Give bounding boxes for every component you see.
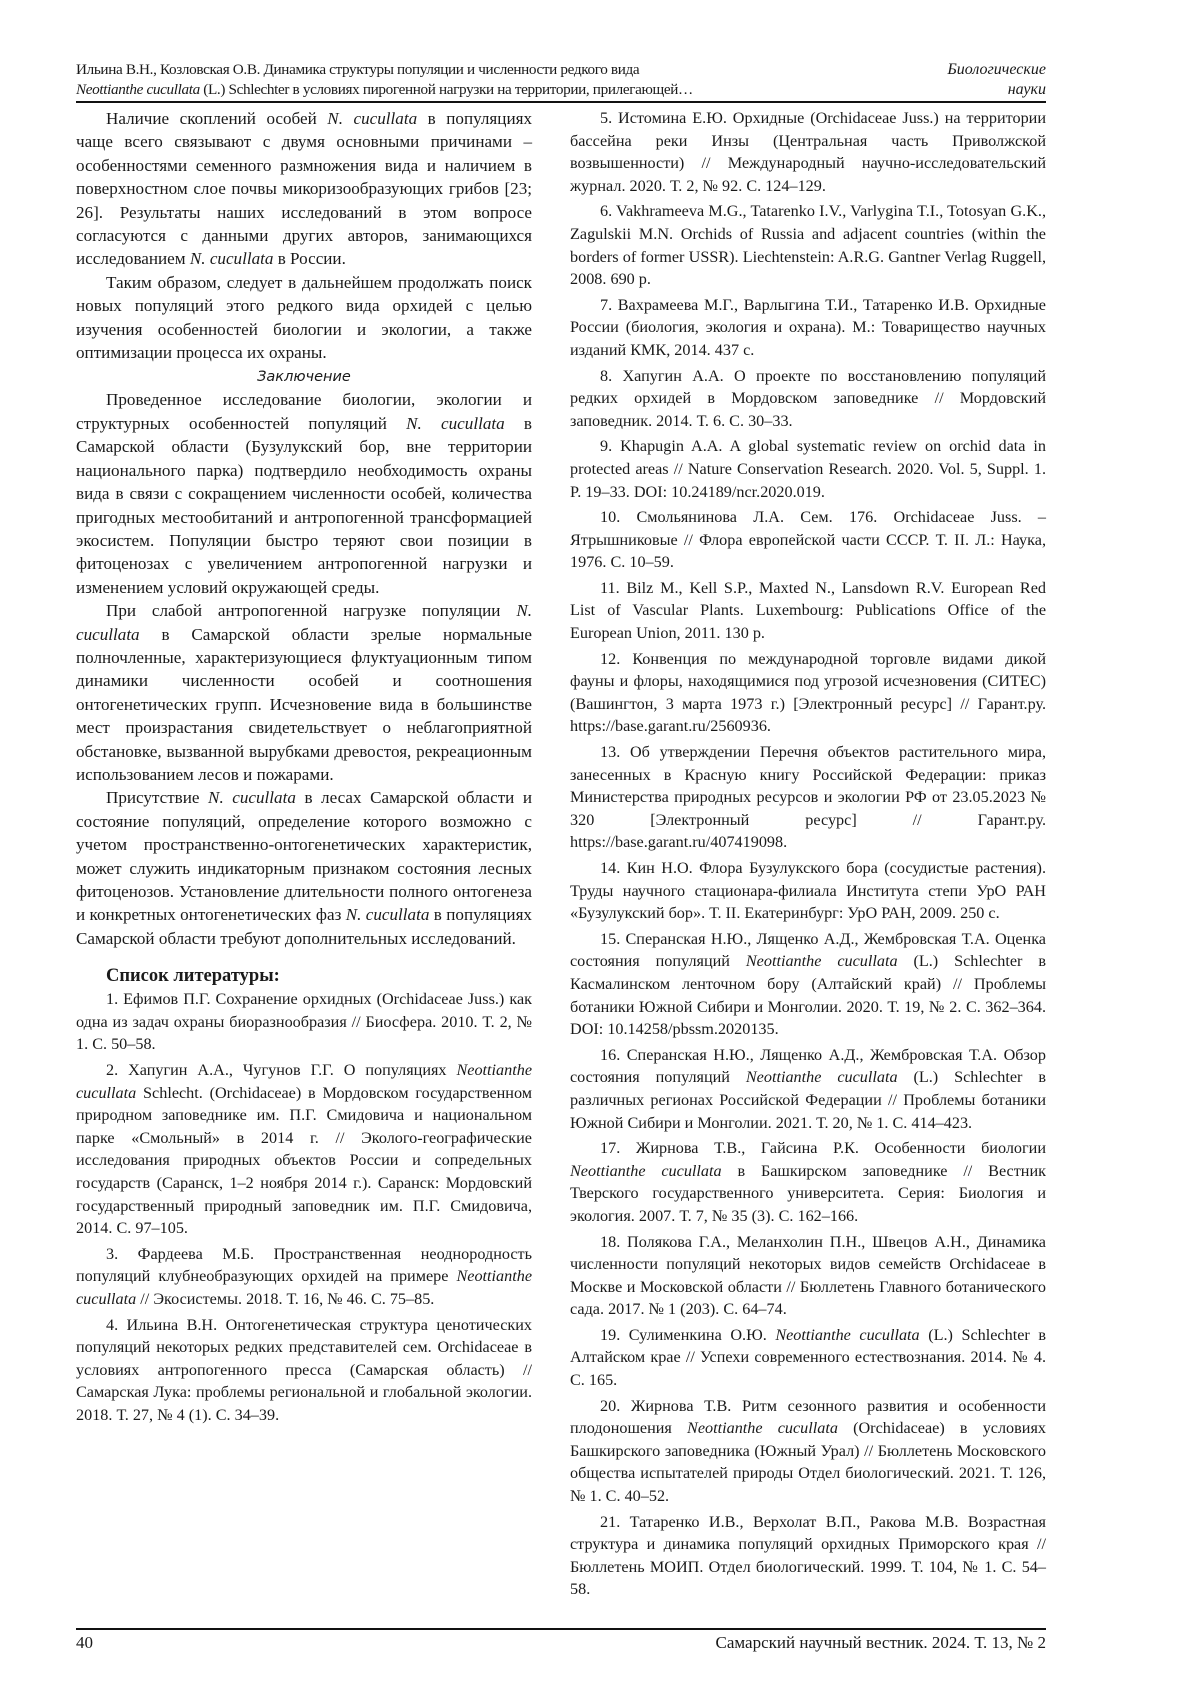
journal-citation: Самарский научный вестник. 2024. Т. 13, № 2 [715,1633,1046,1652]
species-name: Neottianthe cucullata [76,81,200,98]
species-name: N. cucullata [189,249,274,269]
paragraph: Проведенное исследование биологии, экологии и структурных особенностей популяций N. cucullata в Самарской области (Бузулукский бор, вне территории национального парка) подтвердило необходимость охраны вида в связи с сокращением численности особей, количества пригодных местообитаний и антропогенной трансформацией экосистем. Популяции быстро теряют свои позиции в фитоценозах с увеличением антропогенной нагрузки и изменением условий окружающей среды. [76,390,532,597]
paragraph: При слабой антропогенной нагрузке популяции N. cucullata в Самарской области зрелые нормальные полночленные, характеризующиеся флуктуационным типом динамики численности особей и соотношения онтогенетических групп. Исчезновение вида в большинстве мест произрастания свидетельствует о неблагоприятной обстановке, вызванной вырубками древостоя, рекреационным использованием лесов и пожарами. [76,601,532,784]
reference-item: 14. Кин Н.О. Флора Бузулукского бора (сосудистые растения). Труды научного стационара-филиала Института степи УрО РАН «Бузулукский бор». Т. II. Екатеринбург: УрО РАН, 2009. 250 с. [570,859,1046,923]
header-rule [76,101,1046,103]
species-name: Neottianthe cucullata [687,1419,838,1438]
reference-item: 16. Сперанская Н.Ю., Лященко А.Д., Жембровская Т.А. Обзор состояния популяций Neottianthe cucullata (L.) Schlechter в различных регионах Российской Федерации // Проблемы ботаники Южной Сибири и Монголии. 2021. Т. 20, № 1. С. 414–423. [570,1045,1046,1132]
section-label [947,60,1046,100]
running-title-line-1: Ильина В.Н., Козловская О.В. Динамика структуры популяции и численности редкого вида [76,61,640,78]
reference-item: 10. Смольянинова Л.А. Сем. 176. Orchidaceae Juss. – Ятрышниковые // Флора европейской части СССР. Т. II. Л.: Наука, 1976. С. 10–59. [570,508,1046,572]
left-column [76,107,532,1430]
right-column [570,107,1046,1604]
reference-item: 18. Полякова Г.А., Меланхолин П.Н., Швецов А.Н., Динамика численности популяций некоторых видов семейств Orchidaceae в Москве и Московской области // Бюллетень Главного ботанического сада. 2017. № 1 (203). С. 64–74. [570,1232,1046,1319]
paragraph: Присутствие N. cucullata в лесах Самарской области и состояние популяций, определение которого возможно с учетом пространственно-онтогенетических характеристик, может служить индикаторным признаком состояния лесных фитоценозов. Установление длительности полного онтогенеза и конкретных онтогенетических фаз N. cucullata в популяциях Самарской области требуют дополнительных исследований. [76,788,533,948]
reference-item: 4. Ильина В.Н. Онтогенетическая структура ценотических популяций некоторых редких представителей сем. Orchidaceae в условиях антропогенного пресса (Самарская область) // Самарская Лука: проблемы региональной и глобальной экологии. 2018. Т. 27, № 4 (1). С. 34–39. [76,1315,532,1424]
reference-item: 2. Хапугин А.А., Чугунов Г.Г. О популяциях Neottianthe cucullata Schlecht. (Orchidaceae) в Мордовском государственном природном заповеднике им. П.Г. Смидовича и национальном парке «Смольный» в 2014 г. // Эколого-географические исследования природных объектов России и сопредельных государств (Саранск, 1–2 ноября 2014 г.). Саранск: Мордовский государственный природный заповедник им. П.Г. Смидовича, 2014. С. 97–105. [76,1061,532,1238]
paragraph: Таким образом, следует в дальнейшем продолжать поиск новых популяций этого редкого вида орхидей с целью изучения особенностей биологии и экологии, а также оптимизации процесса их охраны. [76,272,532,363]
section-heading-conclusion: Заключение [257,369,351,386]
section-label-line-2: науки [1007,81,1046,98]
references-list-left [76,988,532,1426]
reference-item: 8. Хапугин А.А. О проекте по восстановлению популяций редких орхидей в Мордовском заповеднике // Мордовский заповедник. 2014. Т. 6. С. 30–33. [570,366,1046,430]
reference-item: 7. Вахрамеева М.Г., Варлыгина Т.И., Татаренко И.В. Орхидные России (биология, экология и охрана). М.: Товарищество научных изданий КМК, 2014. 437 с. [570,295,1046,359]
page-number: 40 [76,1633,93,1652]
species-name: N. cucullata [76,601,532,644]
species-name: Neottianthe cucullata [76,1267,532,1308]
footer-rule [76,1628,1046,1630]
reference-item: 21. Татаренко И.В., Верхолат В.П., Ракова М.В. Возрастная структура и динамика популяций орхидных Приморского края // Бюллетень МОИП. Отдел биологический. 1999. Т. 104, № 1. С. 54–58. [570,1512,1046,1599]
running-title-line-2 [76,80,916,100]
reference-item: 12. Конвенция по международной торговле видами дикой фауны и флоры, находящимися под угрозой исчезновения (СИТЕС) (Вашингтон, 3 марта 1973 г.) [Электронный ресурс] // Гарант.ру. https://base.garant.ru/2560936. [570,649,1046,736]
reference-item: 17. Жирнова Т.В., Гайсина Р.К. Особенности биологии Neottianthe cucullata в Башкирском заповеднике // Вестник Тверского государственного университета. Серия: Биология и экология. 2007. Т. 7, № 35 (3). С. 162–166. [570,1139,1046,1225]
reference-item: 15. Сперанская Н.Ю., Лященко А.Д., Жембровская Т.А. Оценка состояния популяций Neottianthe cucullata (L.) Schlechter в Касмалинском ленточном бору (Алтайский край) // Проблемы ботаники Южной Сибири и Монголии. 2020. Т. 19, № 2. С. 362–364. DOI: 10.14258/pbssm.2020135. [570,929,1046,1039]
references-heading: Список литературы: [106,966,280,987]
species-name: N. cucullata [406,413,505,433]
reference-item: 13. Об утверждении Перечня объектов растительного мира, занесенных в Красную книгу Российской Федерации: приказ Министерства природных ресурсов и экологии РФ от 23.05.2023 № 320 [Электронный ресурс] // Гарант.ру. https://base.garant.ru/407419098. [570,743,1046,852]
running-title-rest: (L.) Schlechter в условиях пирогенной нагрузки на территории, прилегающей… [199,81,693,98]
reference-item: 9. Khapugin A.A. A global systematic review on orchid data in protected areas // Nature Conservation Research. 2020. Vol. 5, Suppl. 1. P. 19–33. DOI: 10.24189/ncr.2020.019. [570,437,1046,501]
reference-item: 11. Bilz M., Kell S.P., Maxted N., Lansdown R.V. European Red List of Vascular Plants. Luxembourg: Publications Office of the European Union, 2011. 130 p. [570,578,1046,643]
reference-item: 3. Фардеева М.Б. Пространственная неоднородность популяций клубнеобразующих орхидей на примере Neottianthe cucullata // Экосистемы. 2018. Т. 16, № 46. С. 75–85. [76,1244,532,1308]
species-name: Neottianthe cucullata [570,1161,722,1180]
section-label-line-1: Биологические [947,61,1046,78]
reference-item: 1. Ефимов П.Г. Сохранение орхидных (Orchidaceae Juss.) как одна из задач охраны биоразнообразия // Биосфера. 2010. Т. 2, № 1. С. 50–58. [76,990,532,1054]
reference-item: 20. Жирнова Т.В. Ритм сезонного развития и особенности плодоношения Neottianthe cucullata (Orchidaceae) в условиях Башкирского заповедника (Южный Урал) // Бюллетень Московского общества испытателей природы Отдел биологический. 2021. Т. 126, № 1. С. 40–52. [570,1396,1046,1506]
reference-item: 5. Истомина Е.Ю. Орхидные (Orchidaceae Juss.) на территории бассейна реки Инзы (Центральная часть Приволжской возвышенности) // Международный научно-исследовательский журнал. 2020. Т. 2, № 92. С. 124–129. [570,109,1046,195]
species-name: Neottianthe cucullata [775,1325,920,1344]
species-name: Neottianthe cucullata [76,1061,532,1102]
species-name: Neottianthe cucullata [745,1068,898,1087]
page [76,58,1046,1599]
paragraph: Наличие скоплений особей N. cucullata в популяциях чаще всего связывают с двумя основными причинами – особенностями семенного размножения вида и наличием в поверхностном слое почвы микоризообразующих грибов [23; 26]. Результаты наших исследований в этом вопросе согласуются с данными других авторов, занимающихся исследованием N. cucullata в России. [76,109,532,269]
reference-item: 6. Vakhrameeva M.G., Tatarenko I.V., Varlygina T.I., Totosyan G.K., Zagulskii M.N. Orchids of Russia and adjacent countries (within the borders of former USSR). Liechtenstein: A.R.G. Gantner Verlag Ruggell, 2008. 690 p. [570,202,1046,289]
reference-item: 19. Сулименкина О.Ю. Neottianthe cucullata (L.) Schlechter в Алтайском крае // Успехи современного естествознания. 2014. № 4. С. 165. [570,1325,1046,1390]
references-list-right [570,107,1046,1601]
species-name: N. cucullata [208,788,296,808]
running-header [76,58,1046,102]
species-name: Neottianthe cucullata [745,952,898,971]
species-name: N. cucullata [345,905,430,925]
species-name: N. cucullata [327,109,418,128]
running-title [76,60,916,100]
